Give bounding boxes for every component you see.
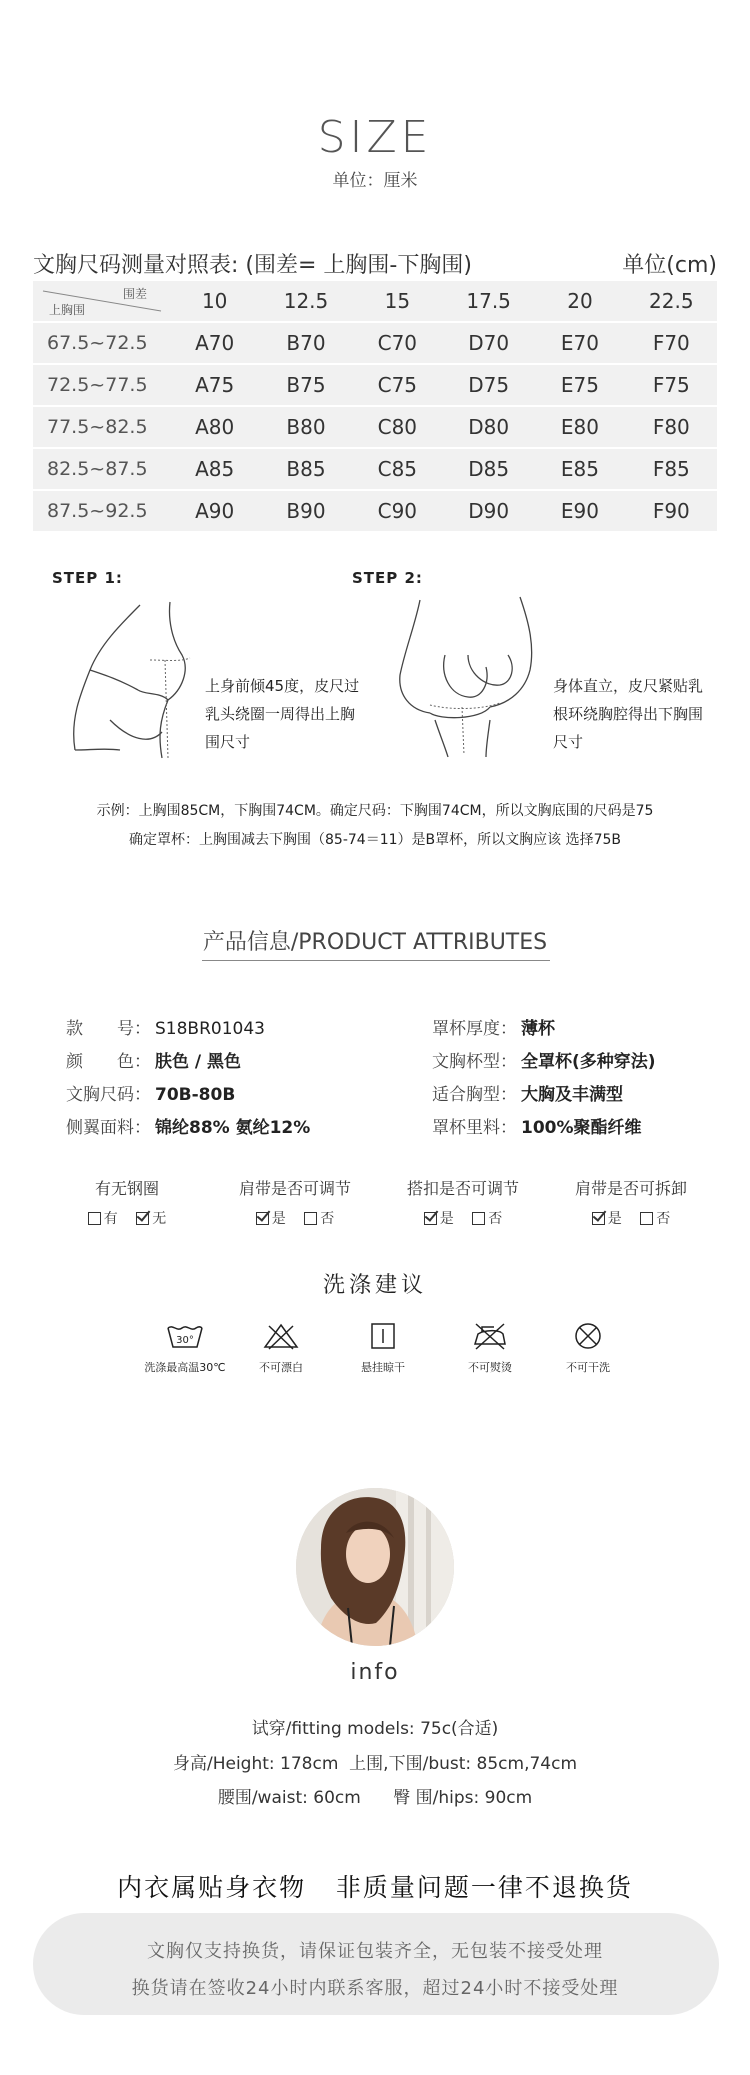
policy-line-2: 换货请在签收24小时内联系客服，超过24小时不接受处理	[131, 1978, 619, 1999]
size-cell: B85	[286, 457, 326, 481]
table-row	[33, 323, 717, 363]
column-header: 12.5	[283, 289, 329, 313]
size-cell: E90	[560, 499, 600, 523]
option-strap-adjustable: 肩带是否可调节 是 否	[238, 1179, 351, 1227]
checkbox-checked[interactable]	[592, 1212, 605, 1225]
size-cell: D90	[468, 499, 510, 523]
model-avatar	[296, 1488, 454, 1646]
step1-label: STEP 1:	[52, 569, 123, 587]
step2-instructions: 身体直立，皮尺紧贴乳根环绕胸腔得出下胸围尺寸	[553, 677, 704, 751]
wash-item: 不可熨烫	[435, 1322, 545, 1375]
option-underwire: 有无钢圈 有 无	[42, 1176, 212, 1228]
size-cell: C90	[377, 499, 418, 523]
attr-suitable-shape: 适合胸型： 大胸及丰满型	[432, 1085, 623, 1105]
size-cell: D75	[468, 373, 510, 397]
option-clasp-adjustable: 搭扣是否可调节 是 否	[406, 1179, 519, 1227]
size-cell: F80	[652, 415, 690, 439]
size-cell: A85	[195, 457, 235, 481]
size-cell: B70	[286, 331, 326, 355]
checkbox-checked[interactable]	[136, 1212, 149, 1225]
step1-illustration	[50, 600, 200, 760]
return-policy-title: 内衣属贴身衣物 非质量问题一律不退换货	[117, 1873, 633, 1902]
fitting-model-line: 试穿/fitting models: 75c(合适)	[251, 1719, 499, 1739]
column-header: 10	[201, 289, 228, 313]
table-row	[33, 365, 717, 405]
size-unit: 单位：厘米	[332, 171, 418, 191]
column-header: 22.5	[649, 289, 694, 313]
size-table-title: 文胸尺码测量对照表: (围差= 上胸围-下胸围)	[33, 253, 472, 278]
attr-style-number: 款 号： S18BR01043	[66, 1019, 265, 1039]
option-strap-removable: 肩带是否可拆卸 是 否	[574, 1179, 687, 1227]
size-table	[33, 281, 717, 533]
row-range: 67.5~72.5	[47, 332, 148, 354]
size-cell: E75	[560, 373, 600, 397]
table-row	[33, 407, 717, 447]
wash-item: 30° 洗涤最高温30℃	[130, 1322, 240, 1375]
example-line-1: 示例：上胸围85CM，下胸围74CM。确定尺码：下胸围74CM，所以文胸底围的尺码是75	[96, 803, 654, 819]
wash-title: 洗涤建议	[322, 1273, 427, 1298]
size-cell: F85	[652, 457, 690, 481]
row-range: 82.5~87.5	[47, 458, 148, 480]
size-table-unit: 单位(cm)	[622, 253, 717, 278]
no-iron-icon	[470, 1322, 510, 1350]
size-cell: D80	[468, 415, 510, 439]
info-label: info	[350, 1660, 400, 1685]
checkbox-checked[interactable]	[256, 1212, 269, 1225]
attr-bra-size: 文胸尺码： 70B-80B	[66, 1085, 236, 1105]
row-range: 87.5~92.5	[47, 500, 148, 522]
height-bust-line: 身高/Height: 178cm 上围,下围/bust: 85cm,74cm	[172, 1754, 578, 1774]
corner-label-difference: 围差	[122, 287, 147, 301]
table-corner-cell	[33, 281, 169, 321]
step2-illustration	[390, 595, 540, 760]
attr-wing-fabric: 侧翼面料： 锦纶88% 氨纶12%	[66, 1118, 311, 1138]
size-cell: F75	[652, 373, 690, 397]
table-row	[33, 449, 717, 489]
no-dry-clean-icon	[568, 1322, 608, 1350]
column-header: 20	[567, 289, 593, 313]
attr-cup-thickness: 罩杯厚度： 薄杯	[432, 1019, 555, 1039]
step2-label: STEP 2:	[352, 569, 423, 587]
row-range: 77.5~82.5	[47, 416, 148, 438]
size-cell: F70	[652, 331, 690, 355]
attr-color: 颜 色： 肤色 / 黑色	[66, 1052, 242, 1072]
line-dry-icon	[363, 1322, 403, 1350]
corner-label-upper-bust: 上胸围	[49, 303, 86, 317]
waist-hips-line: 腰围/waist: 60cm 臀 围/hips: 90cm	[217, 1788, 533, 1808]
checkbox-checked[interactable]	[424, 1212, 437, 1225]
size-cell: D85	[468, 457, 510, 481]
wash-item: 悬挂晾干	[328, 1322, 438, 1375]
checkbox[interactable]	[304, 1212, 317, 1225]
wash-item: 不可漂白	[226, 1322, 336, 1375]
wash-item: 不可干洗	[533, 1322, 643, 1375]
size-cell: C80	[377, 415, 418, 439]
size-cell: F90	[652, 499, 690, 523]
attributes-underline	[202, 960, 550, 961]
size-cell: B75	[286, 373, 326, 397]
svg-text:30°: 30°	[176, 1335, 194, 1346]
size-table-header	[33, 281, 717, 321]
size-cell: D70	[468, 331, 510, 355]
attributes-title: 产品信息/PRODUCT ATTRIBUTES	[202, 930, 548, 955]
checkbox[interactable]	[472, 1212, 485, 1225]
row-range: 72.5~77.5	[47, 374, 148, 396]
wash-30-icon	[165, 1322, 205, 1350]
size-cell: E85	[560, 457, 600, 481]
size-cell: C70	[377, 331, 418, 355]
size-cell: C85	[377, 457, 418, 481]
size-cell: E70	[560, 331, 600, 355]
size-cell: C75	[377, 373, 418, 397]
attr-cup-type: 文胸杯型： 全罩杯(多种穿法)	[432, 1052, 656, 1072]
column-header: 17.5	[466, 289, 511, 313]
column-header: 15	[384, 289, 411, 313]
attr-cup-lining: 罩杯里料： 100%聚酯纤维	[432, 1118, 642, 1138]
example-line-2: 确定罩杯：上胸围减去下胸围（85-74＝11）是B罩杯，所以文胸应该 选择75B	[129, 832, 621, 848]
size-cell: B90	[286, 499, 326, 523]
checkbox[interactable]	[640, 1212, 653, 1225]
size-cell: A75	[195, 373, 235, 397]
table-row	[33, 491, 717, 531]
size-cell: A90	[195, 499, 235, 523]
checkbox[interactable]	[88, 1212, 101, 1225]
size-title: SIZE	[317, 112, 433, 163]
size-cell: B80	[286, 415, 326, 439]
size-cell: A80	[195, 415, 235, 439]
policy-line-1: 文胸仅支持换货，请保证包装齐全，无包装不接受处理	[147, 1941, 603, 1962]
size-cell: A70	[195, 331, 235, 355]
step1-instructions: 上身前倾45度，皮尺过乳头绕圈一周得出上胸围尺寸	[205, 677, 360, 751]
no-bleach-icon	[261, 1322, 301, 1350]
size-cell: E80	[560, 415, 600, 439]
